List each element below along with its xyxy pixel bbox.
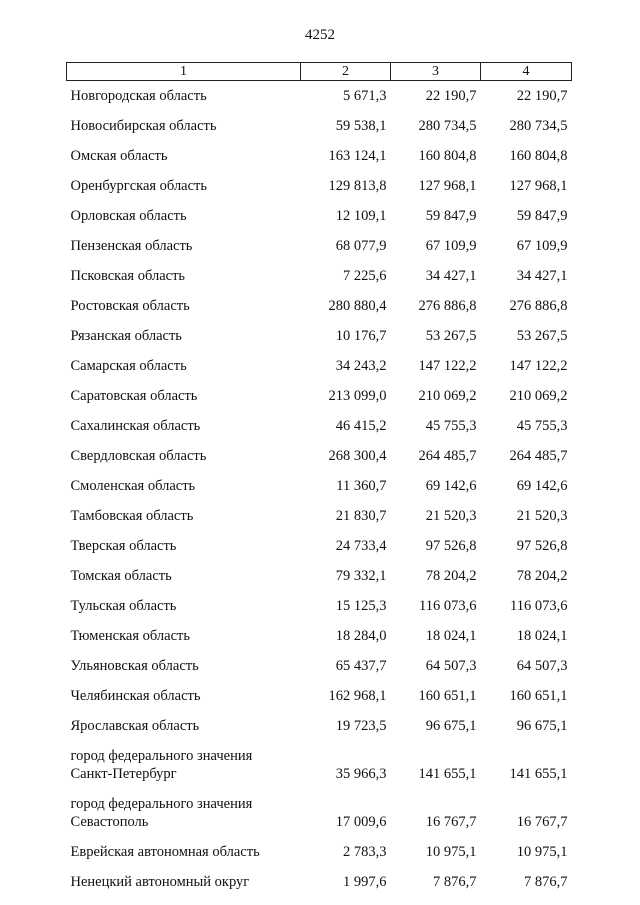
value-col-2: 213 099,0 [328,388,387,404]
value-col-3: 96 675,1 [425,718,477,734]
table-row [67,467,572,497]
value-col-3: 116 073,6 [419,598,477,614]
value-col-3: 141 655,1 [418,766,477,782]
value-col-2: 17 009,6 [335,814,387,830]
table-row [67,197,572,227]
value-col-3: 59 847,9 [425,208,477,224]
value-col-4: 69 142,6 [516,478,568,494]
value-col-4: 280 734,5 [509,118,568,134]
table-row [67,707,572,737]
value-col-3: 16 767,7 [425,814,477,830]
table-header-row [67,63,572,81]
table-row [67,257,572,287]
region-name: Орловская область [70,208,187,224]
region-name: Самарская область [70,358,187,374]
region-name-line2: Санкт-Петербург [70,766,177,782]
region-name: Новосибирская область [70,118,217,134]
region-name: Омская область [70,148,168,164]
value-col-2: 1 997,6 [343,874,387,890]
value-col-4: 7 876,7 [524,874,568,890]
value-col-2: 12 109,1 [335,208,387,224]
value-col-2: 65 437,7 [335,658,387,674]
value-col-3: 10 975,1 [425,844,477,860]
table-row [67,617,572,647]
column-header-4: 4 [481,63,572,81]
value-col-2: 280 880,4 [328,298,387,314]
table-row [67,107,572,137]
value-col-3: 7 876,7 [433,874,477,890]
table-row [67,377,572,407]
value-col-2: 5 671,3 [343,88,387,104]
value-col-4: 67 109,9 [516,238,568,254]
value-col-4: 276 886,8 [509,298,568,314]
region-name: Еврейская автономная область [70,844,260,860]
region-name: Рязанская область [70,328,182,344]
table-row [67,557,572,587]
value-col-3: 78 204,2 [425,568,477,584]
value-col-3: 67 109,9 [425,238,477,254]
table-row [67,407,572,437]
value-col-4: 160 651,1 [509,688,568,704]
value-col-2: 35 966,3 [335,766,387,782]
value-col-4: 21 520,3 [516,508,568,524]
value-col-2: 24 733,4 [335,538,387,554]
region-name-line2: Севастополь [70,814,149,830]
region-name: Тюменская область [70,628,190,644]
value-col-3: 18 024,1 [425,628,477,644]
table-row [67,167,572,197]
value-col-4: 127 968,1 [509,178,568,194]
value-col-3: 160 804,8 [418,148,477,164]
region-name: Челябинская область [70,688,201,704]
region-name [67,785,301,833]
value-col-2: 2 783,3 [343,844,387,860]
value-col-2: 268 300,4 [328,448,387,464]
value-col-4: 10 975,1 [516,844,568,860]
value-col-3: 147 122,2 [418,358,477,374]
value-col-4: 116 073,6 [510,598,568,614]
region-name: Смоленская область [70,478,196,494]
value-col-4: 160 804,8 [509,148,568,164]
value-col-4: 147 122,2 [509,358,568,374]
table-row [67,227,572,257]
column-header-2: 2 [301,63,391,81]
value-col-4: 45 755,3 [516,418,568,434]
region-name [67,737,301,785]
value-col-2: 162 968,1 [328,688,387,704]
value-col-2: 46 415,2 [335,418,387,434]
value-col-3: 45 755,3 [425,418,477,434]
value-col-4: 96 675,1 [516,718,568,734]
value-col-3: 69 142,6 [425,478,477,494]
value-col-3: 127 968,1 [418,178,477,194]
value-col-4: 18 024,1 [516,628,568,644]
region-name: Тверская область [70,538,177,554]
value-col-4: 53 267,5 [516,328,568,344]
value-col-2: 68 077,9 [335,238,387,254]
region-name: Ульяновская область [70,658,199,674]
value-col-2: 15 125,3 [335,598,387,614]
value-col-4: 59 847,9 [516,208,568,224]
value-col-2: 59 538,1 [335,118,387,134]
region-name: Саратовская область [70,388,198,404]
region-name: Свердловская область [70,448,207,464]
value-col-3: 280 734,5 [418,118,477,134]
region-name: Ярославская область [70,718,200,734]
table-row [67,785,572,833]
region-name-line1: город федерального значения [70,748,253,764]
region-name: Пензенская область [70,238,193,254]
value-col-4: 34 427,1 [516,268,568,284]
table-row [67,527,572,557]
table-row [67,347,572,377]
value-col-4: 97 526,8 [516,538,568,554]
value-col-3: 97 526,8 [425,538,477,554]
table-row [67,287,572,317]
value-col-3: 264 485,7 [418,448,477,464]
value-col-2: 11 360,7 [336,478,387,494]
table-row [67,81,572,108]
region-name: Оренбургская область [70,178,208,194]
value-col-3: 22 190,7 [425,88,477,104]
region-name: Тамбовская область [70,508,194,524]
value-col-2: 163 124,1 [328,148,387,164]
page-number: 4252 [305,27,335,43]
region-name-line1: город федерального значения [70,796,253,812]
column-header-3: 3 [391,63,481,81]
value-col-4: 78 204,2 [516,568,568,584]
value-col-3: 53 267,5 [425,328,477,344]
value-col-2: 79 332,1 [335,568,387,584]
value-col-4: 210 069,2 [509,388,568,404]
table-row [67,137,572,167]
value-col-2: 129 813,8 [328,178,387,194]
value-col-3: 64 507,3 [425,658,477,674]
table-row [67,647,572,677]
value-col-2: 18 284,0 [335,628,387,644]
table-row [67,317,572,347]
region-name: Ненецкий автономный округ [70,874,250,890]
value-col-2: 34 243,2 [335,358,387,374]
region-name: Сахалинская область [70,418,201,434]
value-col-4: 22 190,7 [516,88,568,104]
table-row [67,437,572,467]
table-row [67,497,572,527]
value-col-4: 264 485,7 [509,448,568,464]
table-row [67,863,572,893]
region-name: Псковская область [70,268,186,284]
value-col-3: 210 069,2 [418,388,477,404]
column-header-1: 1 [67,63,301,81]
value-col-3: 276 886,8 [418,298,477,314]
value-col-4: 16 767,7 [516,814,568,830]
table-row [67,677,572,707]
value-col-4: 141 655,1 [509,766,568,782]
value-col-4: 64 507,3 [516,658,568,674]
value-col-3: 160 651,1 [418,688,477,704]
value-col-3: 34 427,1 [425,268,477,284]
region-name: Ростовская область [70,298,190,314]
table-row [67,737,572,785]
value-col-2: 10 176,7 [335,328,387,344]
region-name: Новгородская область [70,88,207,104]
region-name: Томская область [70,568,172,584]
budget-table [66,62,572,893]
value-col-3: 21 520,3 [425,508,477,524]
table-row [67,833,572,863]
table-row [67,587,572,617]
value-col-2: 7 225,6 [343,268,387,284]
value-col-2: 21 830,7 [335,508,387,524]
value-col-2: 19 723,5 [335,718,387,734]
region-name: Тульская область [70,598,177,614]
